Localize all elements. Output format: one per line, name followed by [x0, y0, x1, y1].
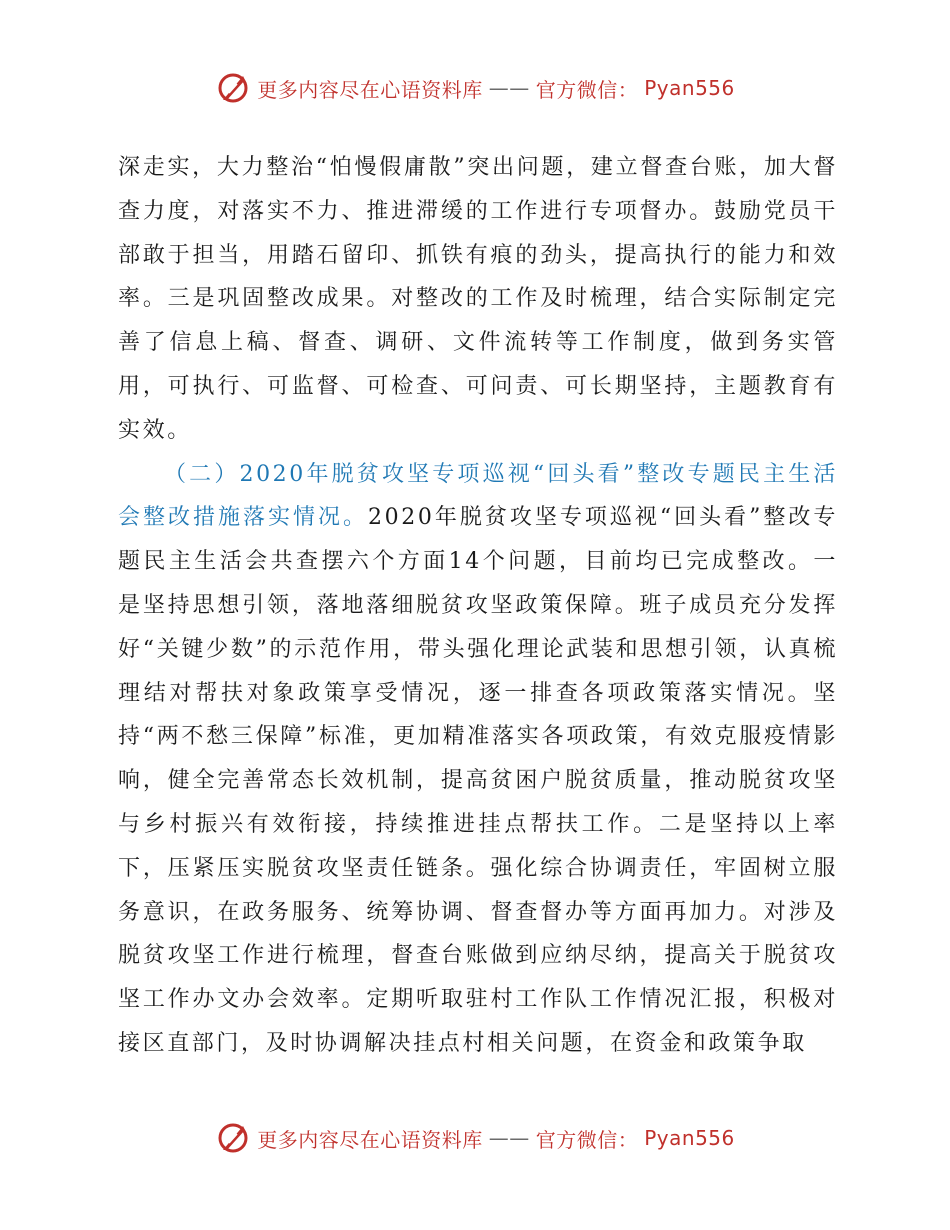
document-body [118, 146, 838, 1066]
section-heading: （二）2020年脱贫攻坚专项巡视“回头看”整改专题民主生活会整改措施落实情况。 [118, 461, 838, 531]
wechat-label: 官方微信： [535, 77, 639, 102]
body-paragraph-2 [118, 453, 838, 1066]
header-banner [0, 68, 950, 108]
body-paragraph-1: 深走实，大力整治“怕慢假庸散”突出问题，建立督查台账，加大督查力度，对落实不力、推进滞缓的工作进行专项督办。鼓励党员干部敢于担当，用踏石留印、抓铁有痕的劲头，提高执行的能力和效率。三是巩固整改成果。对整改的工作及时梳理，结合实际制定完善了信息上稿、督查、调研、文件流转等工作制度，做到务实管用，可执行、可监督、可检查、可问责、可长期坚持，主题教育有实效。 [118, 155, 838, 443]
promo-text: 更多内容尽在心语资料库 [257, 1127, 483, 1152]
quill-logo-icon [215, 1120, 251, 1156]
banner-separator: —— [488, 76, 530, 100]
wechat-id: Pyan556 [644, 1126, 735, 1150]
footer-banner [0, 1118, 950, 1158]
quill-logo-icon [215, 70, 251, 106]
body-paragraph-2-text: 2020年脱贫攻坚专项巡视“回头看”整改专题民主生活会共查摆六个方面14个问题，目前均已完成整改。一是坚持思想引领，落地落细脱贫攻坚政策保障。班子成员充分发挥好“关键少数”的示范作用，带头强化理论武装和思想引领，认真梳理结对帮扶对象政策享受情况，逐一排查各项政策落实情况。坚持“两不愁三保障”标准，更加精准落实各项政策，有效克服疫情影响，健全完善常态长效机制，提高贫困户脱贫质量，推动脱贫攻坚与乡村振兴有效衔接，持续推进挂点帮扶工作。二是坚持以上率下，压紧压实脱贫攻坚责任链条。强化综合协调责任，牢固树立服务意识，在政务服务、统筹协调、督查督办等方面再加力。对涉及脱贫攻坚工作进行梳理，督查台账做到应纳尽纳，提高关于脱贫攻坚工作办文办会效率。定期听取驻村工作队工作情况汇报，积极对接区直部门，及时协调解决挂点村相关问题，在资金和政策争取 [118, 505, 838, 1056]
wechat-label: 官方微信： [535, 1127, 639, 1152]
wechat-id: Pyan556 [644, 76, 735, 100]
banner-separator: —— [488, 1126, 530, 1150]
promo-text: 更多内容尽在心语资料库 [257, 77, 483, 102]
